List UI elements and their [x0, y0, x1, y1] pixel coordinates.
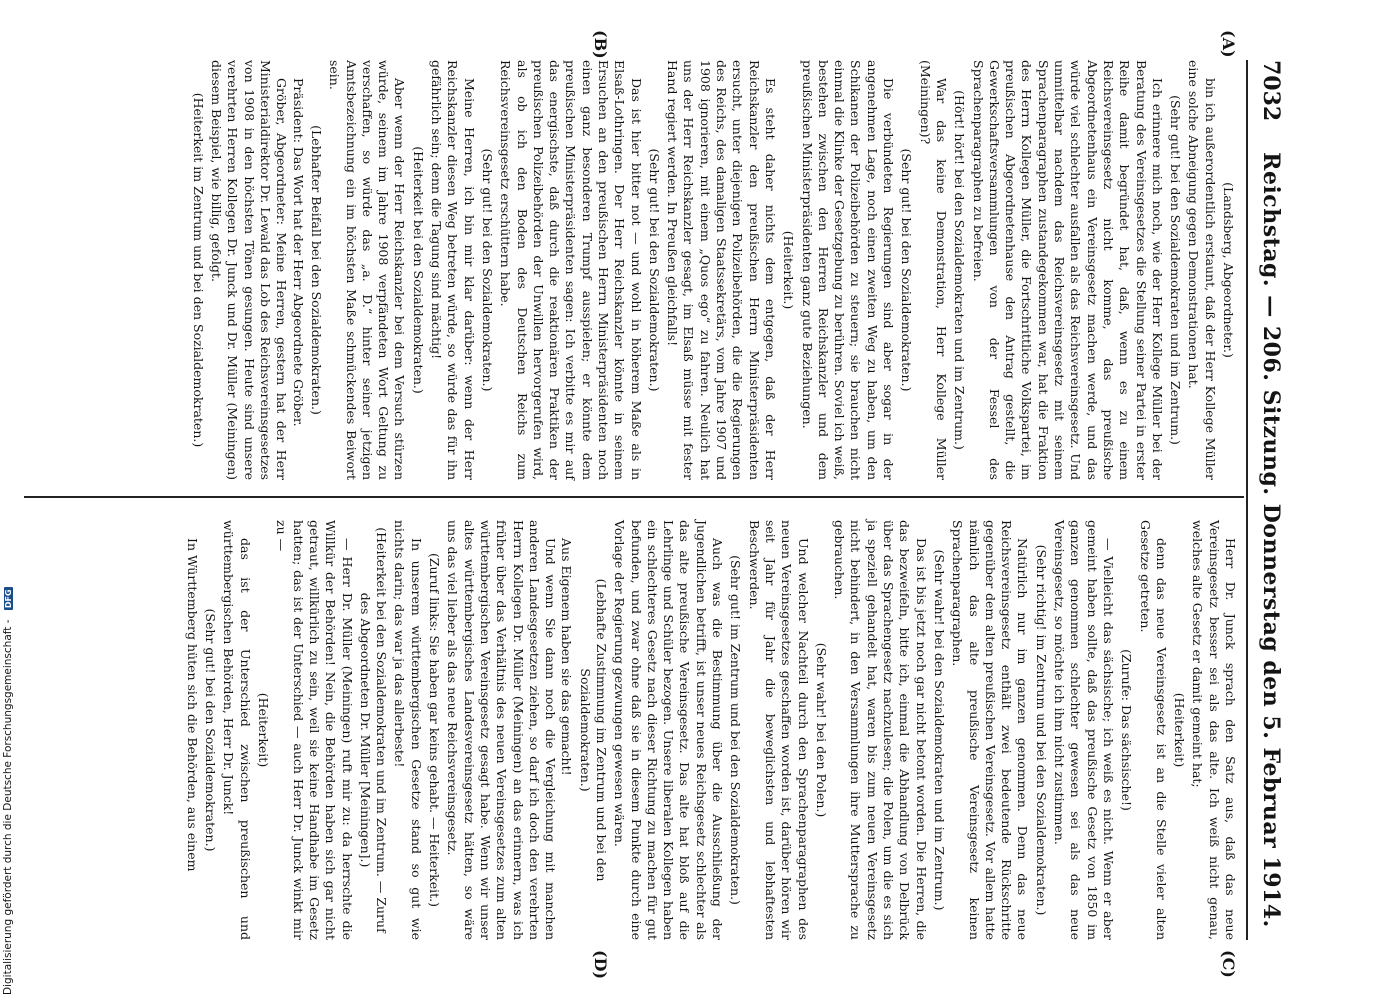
speech-paragraph: — Herr Dr. Müller (Meiningen) ruft mir zu: da herrschte die Willkür der Behörden! Nein, die Behörden haben sich gar nicht getraut, willkürlich zu sein, weil sie keine Handhabe im Gesetz hatten; das ist der Unterschied — auch Herr Dr. Junck winkt mir zu — — [274, 520, 355, 940]
speech-paragraph: Herr Dr. Junck sprach den Satz aus, daß das neue Vereinsgesetz besser sei als das alte. Ich weiß nicht genau, welches alte Gesetz er damit gemeint hat; — [1190, 520, 1238, 940]
speech-paragraph: Und wenn Sie dann noch die Vergleichung mit manchen anderen Landesgesetzen ziehen, so darf ich doch den verehrten Herrn Kollegen Dr. Müller (Meiningen) an das erinnern, was ich früher über das Verhältnis des neuen Vereinsgesetzes zum alten württembergischen Vereinsgesetz gesagt habe. Wenn wir unser altes württembergisches Landesvereinsgesetz hätten, so wäre uns das viel lieber als das neue Reichsvereinsgesetz. — [445, 520, 559, 940]
margin-marker-c: (C) — [1219, 950, 1238, 978]
right-column — [184, 520, 1238, 940]
page-header — [1242, 60, 1292, 940]
interjection-note: (Heiterkeit bei den Sozialdemokraten.) — [410, 146, 426, 394]
interjection-note: (Heiterkeit bei den Sozialdemokraten und im Zentrum. — Zuruf des Abgeordneten Dr. Müller [Meiningen].) — [357, 527, 390, 933]
running-head: Reichstag. — 206. Sitzung. Donnerstag den 5. Februar 1914. — [1258, 152, 1284, 928]
interjection-note: (Sehr gut! bei den Sozialdemokraten.) — [479, 148, 495, 392]
margin-marker-b: (B) — [591, 30, 610, 59]
speech-paragraph: Es steht daher nichts dem entgegen, daß der Herr Reichskanzler den preußischen Herrn Ministerpräsidenten ersucht, unter diejenigen Polizeibehörden, die die Regierungen des Reichs, des damaligen Staatssekretärs, vom Jahre 1907 und 1908 ignorieren, mit einem „Quos ego“ zu fahren. Neulich hat uns der Herr Reichskanzler gesagt, im Elsaß müsse mit fester Hand regiert werden. In Preußen gleichfalls! — [665, 60, 778, 480]
interjection-note: (Hört! hört! bei den Sozialdemokraten und im Zentrum.) — [952, 90, 968, 450]
speech-paragraph: Das ist bis jetzt noch gar nicht betont worden. Die Herren, die das bezweifeln, bitte ich, einmal die Abhandlung von Delbrück über das Sprachengesetz nachzulesen; die Polen, um die es sich ja speziell gehandelt hat, waren bis zum neuen Vereinsgesetz nicht behindert, in den Versammlungen ihre Muttersprache zu gebrauchen. — [832, 520, 929, 940]
speech-paragraph: das ist der Unterschied zwischen preußischen und württembergischen Behörden, Herr Dr. Junck! — [221, 520, 253, 940]
interjection-note: (Heiterkeit) — [1172, 692, 1188, 768]
interjection-note: (Sehr richtig! im Zentrum und bei den Sozialdemokraten.) — [1033, 544, 1049, 916]
speech-paragraph: Die verbündeten Regierungen sind aber sogar in der angenehmen Lage, noch einen zweiten Weg zu haben, um den Schikanen der Polizeibehörden zu steuern; sie brauchen nicht einmal die Klinke der Gesetzgebung zu berühren. Soviel ich weiß, bestehen zwischen den Herren Reichskanzler und dem preußischen Ministerpräsidenten ganz gute Beziehungen. — [799, 60, 897, 480]
speech-paragraph: Das ist hier bitter not — und wohl in höherem Maße als in Elsaß-Lothringen. Der Herr Reichskanzler könnte in seinem Ersuchen an den preußischen Herrn Ministerpräsidenten noch einen ganz besonderen Trumpf ausspielen; er könnte dem preußischen Ministerpräsidenten sagen: Ich verbitte es mir auf das energischste, daß durch die reaktionären Praktiken der preußischen Polizeibehörden der Unwillen hervorgerufen wird, als ob ich den Boden des Deutschen Reichs zum Reichsvereinsgesetz erschüttern habe. — [498, 60, 644, 480]
page-number: 7032 — [1258, 60, 1284, 122]
digitization-credit — [2, 589, 20, 995]
speech-paragraph: Aus Eigenem haben sie das gemacht! — [559, 538, 575, 776]
left-column — [188, 60, 1238, 480]
margin-marker-a: (A) — [1219, 30, 1238, 58]
interjection-note: (Lebhafte Zustimmung im Zentrum und bei den Sozialdemokraten.) — [577, 578, 610, 882]
speech-paragraph: bin ich außerordentlich erstaunt, daß der Herr Kollege Müller eine solche Abneigung gegen Demonstrationen hat. — [1186, 60, 1218, 480]
speech-paragraph: Und welcher Nachteil durch den Sprachenparagraphen des neuen Vereinsgesetzes geschaffen worden ist, darüber hören wir seit Jahr für Jahr die beweglichsten und lebhaftesten Beschwerden. — [746, 520, 811, 940]
interjection-note: (Sehr gut! bei den Sozialdemokraten und im Zentrum.) — [1168, 95, 1184, 445]
header-rule — [1246, 60, 1248, 940]
column-rule — [24, 496, 1244, 498]
interjection-note: (Zurufe: Das sächsische!) — [1119, 649, 1135, 811]
speech-paragraph: Aber wenn der Herr Reichskanzler bei dem Versuch stürzen würde, seinem im Jahre 1908 verpfändeten Wort Geltung zu verschaffen, so würde das „a. D.“ hinter seiner jetzigen Amtsbezeichnung ein im höchsten Maße schmückendes Beiwort sein. — [327, 60, 408, 480]
speech-paragraph: denn das neue Vereinsgesetz ist an die Stelle vieler alten Gesetze getreten. — [1137, 520, 1169, 940]
margin-marker-d: (D) — [591, 950, 610, 980]
interjection-note: (Zuruf links: Sie haben gar keins gehabt. — Heiterkeit.) — [427, 552, 443, 907]
speech-paragraph: — Vielleicht das sächsische; ich weiß es nicht. Wenn er aber gemeint haben sollte, daß das preußische Gesetz von 1850 im ganzen genommen schlechter gewesen sei als das neue Vereinsgesetz, so möchte ich ihm nicht zustimmen. — [1052, 520, 1116, 940]
credit-text: Digitalisierung gefördert durch die Deutsche Forschungsgemeinschaft - — [2, 619, 14, 995]
interjection-note: (Heiterkeit) — [256, 692, 272, 768]
speech-paragraph: In Württemberg hüten sich die Behörden, aus einem — [184, 538, 200, 872]
speech-paragraph: Auch was die Bestimmung über die Ausschließung der Jugendlichen betrifft, ist unser neues Reichsgesetz schlechter als das alte preußische Vereinsgesetz. Das alte hat bloß auf die Lehrlinge und Schüler bezogen. Unsere liberalen Kollegen haben ein schlechteres Gesetz nach dieser Richtung zu machen für gut befunden, und zwar ohne daß sie in diesem Punkte durch eine Vorlage der Regierung gezwungen gewesen wären. — [612, 520, 726, 940]
speech-paragraph: Meine Herren, ich bin mir klar darüber: wenn der Herr Reichskanzler diesen Weg betreten würde, so würde das für ihn gefährlich sein; denn die Tagung sind mächtig! — [429, 60, 477, 480]
dfg-logo-icon: DFG — [4, 589, 13, 609]
interjection-note: (Sehr gut! bei den Sozialdemokraten.) — [899, 148, 915, 392]
speech-paragraph: War das keine Demonstration, Herr Kollege Müller (Meiningen)? — [917, 60, 949, 480]
speech-paragraph: Gröber, Abgeordneter: Meine Herren, gestern hat der Herr Ministerialdirektor Dr. Lewald das Lob des Reichsvereinsgesetzes von 1908 in den höchsten Tönen gesungen. Heute sind unsere verehrten Herren Kollegen Dr. Junck und Dr. Müller (Meiningen) diesem Beispiel, wie billig, gefolgt. — [209, 60, 290, 480]
speech-paragraph: Ich erinnere mich noch, wie der Herr Kollege Müller bei der Beratung des Vereinsgesetzes die Stellung seiner Partei in erster Reihe damit begründet hat, daß, wenn es zu einem Reichsvereinsgesetz nicht komme, das preußische Abgeordnetenhaus ein Vereinsgesetz machen werde, und das würde viel schlechter ausfallen als das Reichsvereinsgesetz. Und unmittelbar nachdem das Reichsvereinsgesetz mit seinem Sprachenparagraphen zustandegekommen war, hat die Fraktion des Herrn Kollegen Müller, die Fortschrittliche Volkspartei, im preußischen Abgeordnetenhause den Antrag gestellt, die Gewerkschaftsversammlungen von der Fessel des Sprachenparagraphen zu befreien. — [970, 60, 1165, 480]
interjection-note: (Sehr gut! bei den Sozialdemokraten.) — [203, 608, 219, 852]
interjection-note: (Landsberg, Abgeordneter.) — [1221, 182, 1236, 358]
interjection-note: (Sehr wahr! bei den Polen.) — [813, 642, 829, 818]
interjection-note: (Heiterkeit.) — [781, 230, 797, 310]
interjection-note: (Sehr gut! bei den Sozialdemokraten.) — [646, 148, 662, 392]
interjection-note: (Sehr gut! im Zentrum und bei den Sozialdemokraten.) — [728, 555, 744, 905]
interjection-note: (Heiterkeit im Zentrum und bei den Sozialdemokraten.) — [190, 92, 206, 448]
speech-paragraph: In unserem württembergischen Gesetze stand so gut wie nichts darin; das war ja das allerbeste! — [392, 520, 424, 940]
interjection-note: (Lebhafter Beifall bei den Sozialdemokraten.) — [308, 125, 324, 415]
speech-paragraph: Präsident: Das Wort hat der Herr Abgeordnete Gröber. — [290, 78, 306, 427]
speech-paragraph: Natürlich nur im ganzen genommen. Denn das neue Reichsvereinsgesetz enthält zwei bedeutende Rückschritte gegenüber dem alten preußischen Vereinsgesetz. Vor allem hatte nämlich das alte preußische Vereinsgesetz keinen Sprachenparagraphen. — [950, 520, 1031, 940]
interjection-note: (Sehr wahr! bei den Sozialdemokraten und im Zentrum.) — [931, 549, 947, 911]
